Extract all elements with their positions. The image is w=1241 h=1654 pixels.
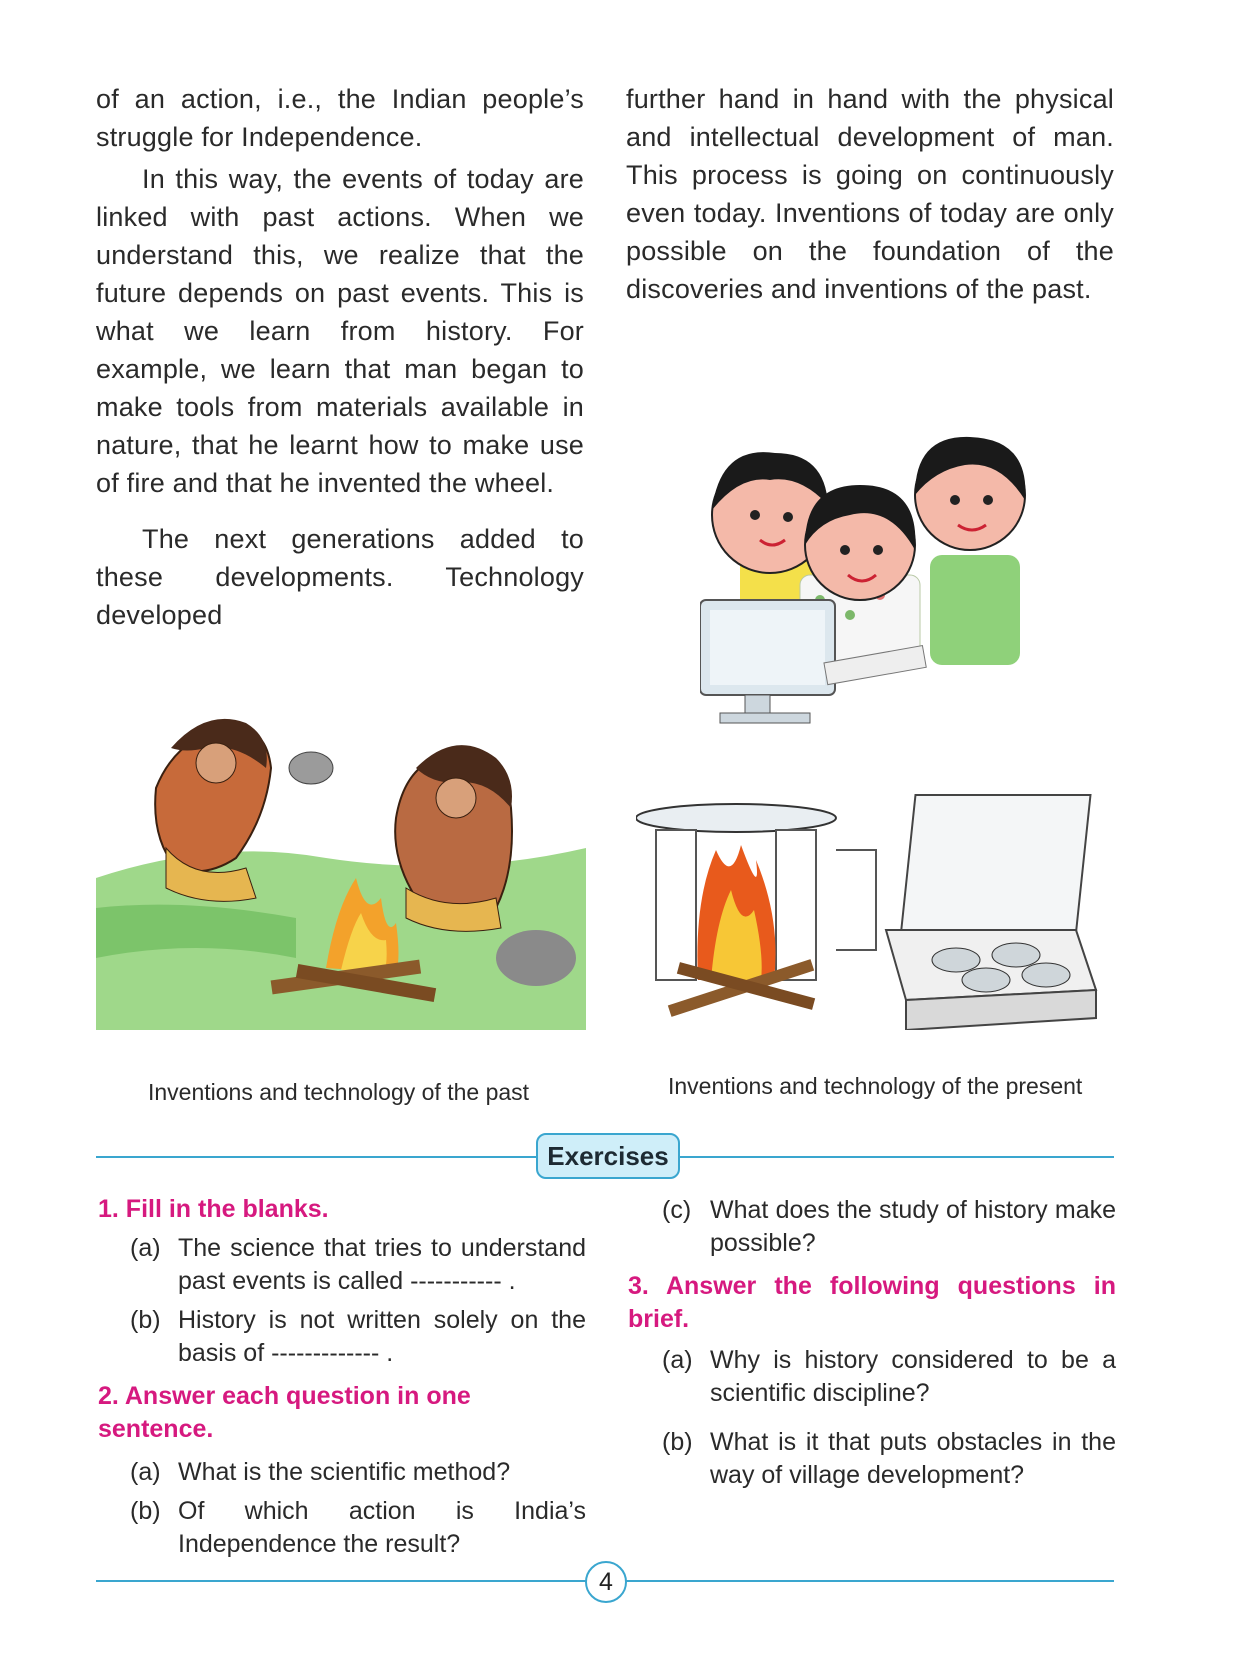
right-text-column [626,80,1114,308]
item-text: What is the scientific method? [178,1458,511,1486]
paragraph: further hand in hand with the physical and intellectual development of man. This process is going on continuously even today. Inventions of today are only possible on the foundation of the discoveries and inventions of the past. [626,84,1114,304]
question-3-heading: 3. Answer the following questions in brief. [628,1272,1116,1333]
exercises-right-column [628,1194,1116,1492]
list-item [662,1194,1116,1260]
item-text: The science that tries to understand past events is called ----------- . [178,1234,586,1295]
item-label: (b) [130,1306,161,1334]
paragraph: of an action, i.e., the Indian people’s struggle for Independence. [96,84,584,152]
paragraph: In this way, the events of today are linked with past actions. When we understand this, we realize that the future depends on past events. This is what we learn from history. For example, we learn that man began to make tools from materials available in nature, that he learnt how to make use of fire and that he invented the wheel. [96,164,584,498]
item-label: (a) [130,1234,161,1262]
exercises-heading: Exercises [536,1133,680,1179]
list-item [130,1232,586,1298]
left-text-column [96,80,584,634]
children-computer-illustration [700,425,1050,735]
item-label: (b) [130,1497,161,1525]
item-label: (a) [662,1346,693,1374]
exercises-left-column [98,1193,586,1561]
item-label: (a) [130,1458,161,1486]
question-2-heading: 2. Answer each question in one sentence. [98,1382,471,1443]
page-number: 4 [585,1561,627,1603]
item-text: Why is history considered to be a scientific discipline? [710,1346,1116,1407]
item-text: What is it that puts obstacles in the way of village development? [710,1428,1116,1489]
early-humans-fire-illustration [96,708,586,1030]
item-text: History is not written solely on the basis of ------------- . [178,1306,586,1367]
item-text: Of which action is India’s Independence the result? [178,1497,586,1558]
stove-solar-cooker-illustration [636,790,1116,1030]
question-1-heading: 1. Fill in the blanks. [98,1195,329,1223]
item-text: What does the study of history make possible? [710,1196,1116,1257]
present-caption: Inventions and technology of the present [668,1073,1083,1099]
list-item [130,1495,586,1561]
past-caption: Inventions and technology of the past [148,1079,530,1105]
paragraph: The next generations added to these developments. Technology developed [96,524,584,630]
item-label: (c) [662,1196,692,1224]
list-item [662,1344,1116,1410]
list-item [130,1456,586,1489]
list-item [662,1426,1116,1492]
item-label: (b) [662,1428,693,1456]
list-item [130,1304,586,1370]
